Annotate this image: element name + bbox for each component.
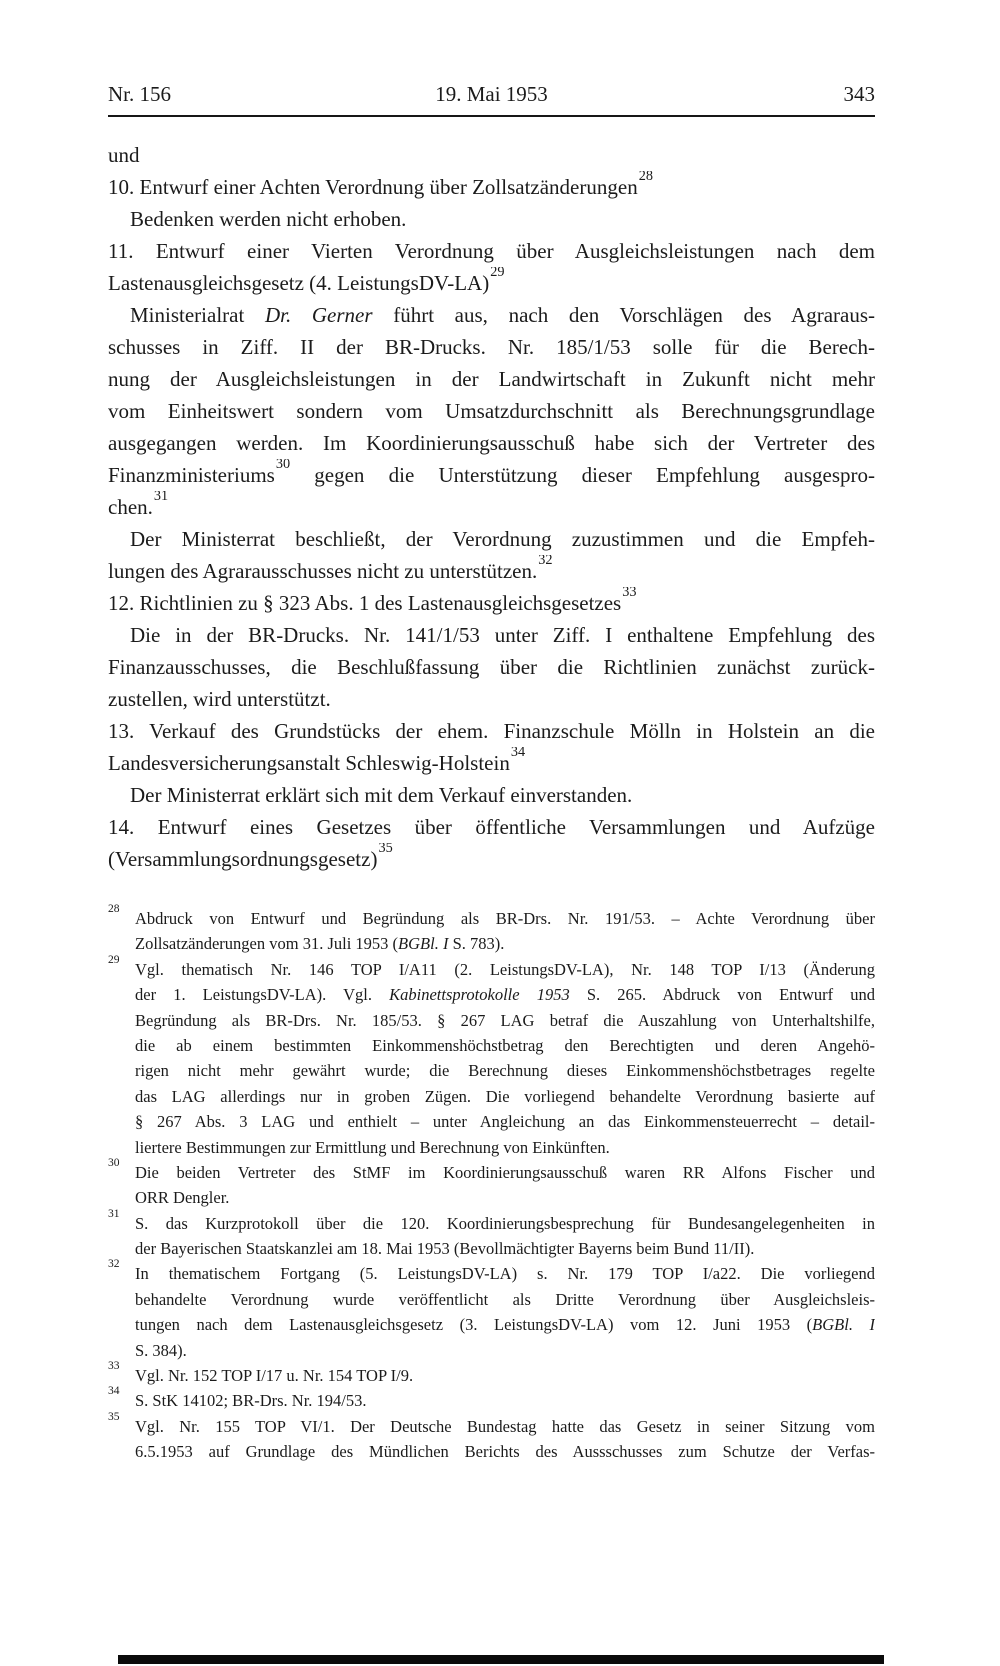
text-run: das LAG allerdings nur in groben Zügen. Die vorliegend behandelte Verordnung basierte auf: [135, 1086, 875, 1106]
footnote-ref: 29: [490, 267, 505, 281]
footnote-ref: 30: [275, 459, 291, 473]
footnotes: [108, 903, 875, 1465]
footnote-line: [135, 1312, 875, 1337]
text-run: Vgl. Nr. 152 TOP I/17 u. Nr. 154 TOP I/9.: [135, 1366, 414, 1386]
footnote: 30 Die beiden Vertreter des StMF im Koordinierungsausschuß waren RR Alfons Fischer und ORR Dengler.: [108, 1160, 875, 1211]
text-run: S. 265. Abdruck von Entwurf und: [569, 985, 875, 1005]
footnote-line: [135, 1160, 875, 1185]
text-run: 6.5.1953 auf Grundlage des Mündlichen Berichts des Aussschusses zum Schutze der Verfas-: [135, 1442, 875, 1462]
text-run: tungen nach dem Lastenausgleichsgesetz (3. LeistungsDV-LA) vom 12. Juni 1953 (: [135, 1315, 813, 1335]
text-run: § 267 Abs. 3 LAG und enthielt – unter Angleichung an das Einkommensteuerrecht – detail-: [135, 1112, 875, 1132]
footnote-line: [135, 906, 875, 931]
text-line: [108, 523, 875, 555]
text-run: zustellen, wird unterstützt.: [108, 687, 331, 711]
footnote-line: [135, 1109, 875, 1134]
text-run: 14. Entwurf eines Gesetzes über öffentliche Versammlungen und Aufzüge: [108, 815, 875, 839]
text-run: ausgegangen werden. Im Koordinierungsausschuß habe sich der Vertreter des: [108, 431, 875, 455]
footnote-line: [135, 931, 875, 956]
text-line: [108, 171, 875, 203]
text-run: Lastenausgleichsgesetz (4. LeistungsDV-LA): [108, 271, 490, 295]
text-run: vom Einheitswert sondern vom Umsatzdurchschnitt als Berechnungsgrundlage: [108, 399, 875, 423]
footnote: 33 Vgl. Nr. 152 TOP I/17 u. Nr. 154 TOP I/9.: [108, 1363, 875, 1388]
text-run: Vgl. thematisch Nr. 146 TOP I/A11 (2. LeistungsDV-LA), Nr. 148 TOP I/13 (Änderung: [135, 959, 875, 979]
text-line: [108, 299, 875, 331]
header-rule: [108, 115, 875, 117]
text-line: [108, 139, 875, 171]
text-run: Der Ministerrat beschließt, der Verordnung zuzustimmen und die Empfeh-: [130, 527, 875, 551]
text-run: gegen die Unterstützung dieser Empfehlung ausgespro-: [290, 463, 875, 487]
footnote: 28 Abdruck von Entwurf und Begründung als BR-Drs. Nr. 191/53. – Achte Verordnung über Zollsatzänderungen vom 31. Juli 1953 (BGBl. I S. 783).: [108, 906, 875, 957]
text-run: S. 384).: [135, 1340, 187, 1360]
footnote-ref: 31: [153, 491, 169, 505]
footnote-line: [135, 1287, 875, 1312]
text-line: [108, 235, 875, 267]
footnote: 31 S. das Kurzprotokoll über die 120. Koordinierungsbesprechung für Bundesangelegenheiten in der Bayerischen Staatskanzlei am 18. Mai 1953 (Bevollmächtigter Bayerns beim Bund 11/II).: [108, 1211, 875, 1262]
footnote-ref: 32: [538, 555, 553, 569]
text-line: [108, 203, 875, 235]
footnote-line: [135, 1388, 875, 1413]
text-run: Zollsatzänderungen vom 31. Juli 1953 (: [135, 934, 399, 954]
footnote-line: [135, 1414, 875, 1439]
footnote: 34 S. StK 14102; BR-Drs. Nr. 194/53.: [108, 1388, 875, 1413]
italic-text: BGBl. I: [812, 1315, 875, 1335]
text-run: Vgl. Nr. 155 TOP VI/1. Der Deutsche Bundestag hatte das Gesetz in seiner Sitzung vom: [135, 1416, 875, 1436]
text-run: Landesversicherungsanstalt Schleswig-Holstein: [108, 751, 510, 775]
footnote-ref: 35: [378, 843, 393, 857]
footnote: 32 In thematischem Fortgang (5. LeistungsDV-LA) s. Nr. 179 TOP I/a22. Die vorliegend behandelte Verordnung wurde veröffentlicht als Dritte Verordnung über Ausgleichsleis- tungen nach dem Lastenausgleichsgesetz (3. LeistungsDV-LA) vom 12. Juni 1953 (BGBl. I S. 384).: [108, 1261, 875, 1363]
footnote-ref: 34: [510, 747, 526, 761]
footnote-ref: 28: [638, 171, 653, 185]
footnote-line: [135, 1008, 875, 1033]
text-line: [108, 619, 875, 651]
text-run: ORR Dengler.: [135, 1188, 230, 1208]
footnote-line: [135, 1261, 875, 1286]
footnote-line: [135, 1211, 875, 1236]
text-run: die ab einem bestimmten Einkommenshöchstbetrag den Berechtigten und deren Angehö-: [135, 1035, 875, 1055]
text-run: Die beiden Vertreter des StMF im Koordinierungsausschuß waren RR Alfons Fischer und: [135, 1162, 875, 1182]
text-line: [108, 683, 875, 715]
footnote-line: [135, 1236, 875, 1261]
text-run: der 1. LeistungsDV-LA). Vgl.: [135, 985, 390, 1005]
text-run: nung der Ausgleichsleistungen in der Landwirtschaft in Zukunft nicht mehr: [108, 367, 875, 391]
text-line: [108, 587, 875, 619]
italic-text: Kabinettsprotokolle 1953: [389, 985, 570, 1005]
text-run: Bedenken werden nicht erhoben.: [130, 207, 407, 231]
text-run: 11. Entwurf einer Vierten Verordnung über Ausgleichsleistungen nach dem: [108, 239, 875, 263]
footnote-ref: 33: [622, 587, 637, 601]
footnote-line: [135, 1084, 875, 1109]
footnote-line: [135, 957, 875, 982]
text-run: lungen des Agrarausschusses nicht zu unterstützen.: [108, 559, 538, 583]
text-run: 12. Richtlinien zu § 323 Abs. 1 des Lastenausgleichsgesetzes: [108, 591, 622, 615]
footnote-line: [135, 1033, 875, 1058]
footnote-line: [135, 1135, 875, 1160]
text-run: und: [108, 143, 140, 167]
scan-edge-artifact: [118, 1655, 884, 1664]
text-run: liertere Bestimmungen zur Ermittlung und Berechnung von Einkünften.: [135, 1137, 610, 1157]
text-column: [108, 0, 875, 1465]
footnote-line: [135, 1439, 875, 1464]
text-run: 13. Verkauf des Grundstücks der ehem. Finanzschule Mölln in Holstein an die: [108, 719, 875, 743]
text-line: [108, 843, 875, 875]
text-line: [108, 395, 875, 427]
footnote: 35 Vgl. Nr. 155 TOP VI/1. Der Deutsche Bundestag hatte das Gesetz in seiner Sitzung vom 6.5.1953 auf Grundlage des Mündlichen Berichts des Aussschusses zum Schutze der Verfas-: [108, 1414, 875, 1465]
text-run: Die in der BR-Drucks. Nr. 141/1/53 unter Ziff. I enthaltene Empfehlung des: [130, 623, 875, 647]
text-line: [108, 331, 875, 363]
text-run: führt aus, nach den Vorschlägen des Agraraus-: [372, 303, 875, 327]
text-line: [108, 267, 875, 299]
text-line: [108, 363, 875, 395]
text-run: Finanzausschusses, die Beschlußfassung über die Richtlinien zunächst zurück-: [108, 655, 875, 679]
footnote-line: [135, 1058, 875, 1083]
text-line: [108, 779, 875, 811]
text-line: [108, 651, 875, 683]
text-run: S. 783).: [448, 934, 505, 954]
text-run: Begründung als BR-Drs. Nr. 185/53. § 267 LAG betraf die Auszahlung von Unterhaltshilfe,: [135, 1010, 875, 1030]
text-run: In thematischem Fortgang (5. LeistungsDV-LA) s. Nr. 179 TOP I/a22. Die vorliegend: [135, 1264, 875, 1284]
page-number: 343: [843, 82, 876, 106]
issue-number: Nr. 156: [108, 82, 171, 106]
text-run: Finanzministeriums: [108, 463, 275, 487]
text-run: Der Ministerrat erklärt sich mit dem Verkauf einverstanden.: [130, 783, 633, 807]
text-run: chen.: [108, 495, 153, 519]
text-run: S. das Kurzprotokoll über die 120. Koordinierungsbesprechung für Bundesangelegenheiten in: [135, 1213, 875, 1233]
text-line: [108, 427, 875, 459]
footnote-line: [135, 982, 875, 1007]
italic-text: BGBl. I: [398, 934, 449, 954]
text-line: [108, 555, 875, 587]
text-run: der Bayerischen Staatskanzlei am 18. Mai 1953 (Bevollmächtigter Bayerns beim Bund 11/II).: [135, 1239, 755, 1259]
footnote-line: [135, 1338, 875, 1363]
text-line: [108, 459, 875, 491]
text-line: [108, 715, 875, 747]
text-run: schusses in Ziff. II der BR-Drucks. Nr. 185/1/53 solle für die Berech-: [108, 335, 875, 359]
text-run: S. StK 14102; BR-Drs. Nr. 194/53.: [135, 1391, 367, 1411]
text-line: [108, 811, 875, 843]
footnote-line: [135, 1185, 875, 1210]
text-line: [108, 747, 875, 779]
text-run: (Versammlungsordnungsgesetz): [108, 847, 378, 871]
text-run: behandelte Verordnung wurde veröffentlicht als Dritte Verordnung über Ausgleichsleis-: [135, 1289, 875, 1309]
text-run: 10. Entwurf einer Achten Verordnung über Zollsatzänderungen: [108, 175, 638, 199]
text-run: Abdruck von Entwurf und Begründung als BR-Drs. Nr. 191/53. – Achte Verordnung über: [135, 909, 875, 928]
page-header: [108, 0, 875, 107]
footnote: 29 Vgl. thematisch Nr. 146 TOP I/A11 (2. LeistungsDV-LA), Nr. 148 TOP I/13 (Änderung der 1. LeistungsDV-LA). Vgl. Kabinettsprotokolle 1953 S. 265. Abdruck von Entwurf und Begründung als BR-Drs. Nr. 185/53. § 267 LAG betraf die Auszahlung von Unterhaltshilfe, die ab einem bestimmten Einkommenshöchstbetrag den Berechtigten und deren Angehö- rigen nicht mehr gewährt wurde; die Berechnung dieses Einkommenshöchstbetrages regelte das LAG allerdings nur in groben Zügen. Die vorliegend behandelte Verordnung basierte auf § 267 Abs. 3 LAG und enthielt – unter Angleichung an das Einkommensteuerrecht – detail- liertere Bestimmungen zur Ermittlung und Berechnung von Einkünften.: [108, 957, 875, 1160]
footnote-line: [135, 1363, 875, 1388]
body-text: [108, 139, 875, 875]
italic-text: Dr. Gerner: [264, 303, 373, 327]
header-date: 19. Mai 1953: [435, 82, 548, 106]
text-run: rigen nicht mehr gewährt wurde; die Berechnung dieses Einkommenshöchstbetrages regelte: [135, 1061, 875, 1081]
text-line: [108, 491, 875, 523]
text-run: Ministerialrat: [130, 303, 265, 327]
